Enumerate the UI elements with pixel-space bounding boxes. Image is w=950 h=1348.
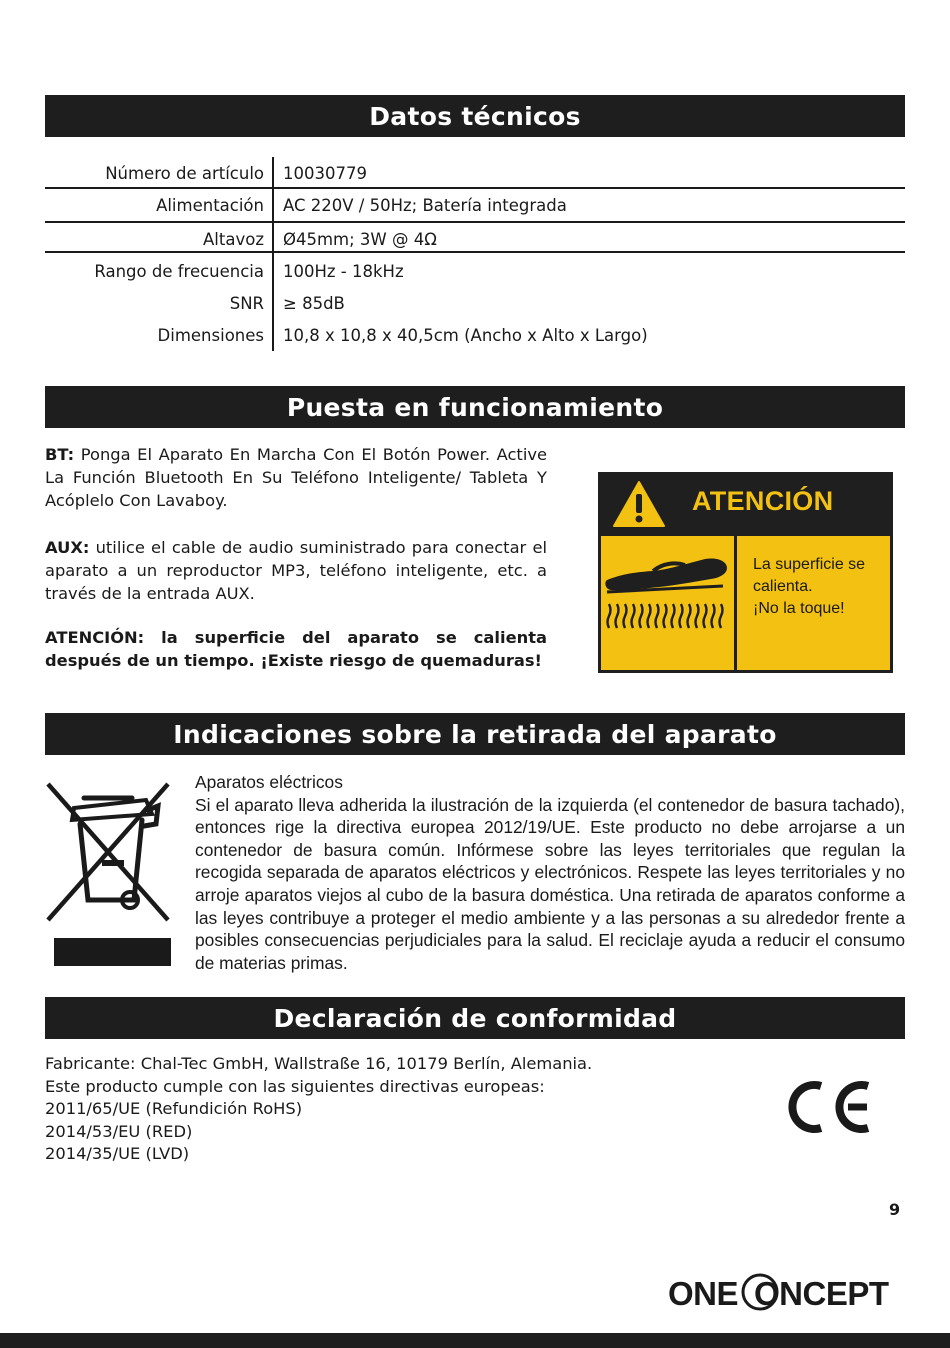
disposal-heading: Aparatos eléctricos xyxy=(195,772,343,792)
warning-line: calienta. xyxy=(753,578,813,595)
weee-bin-icon xyxy=(44,780,174,968)
spec-label: Altavoz xyxy=(203,229,264,249)
conformity-line: 2014/53/EU (RED) xyxy=(45,1121,193,1141)
spec-separator xyxy=(45,187,905,189)
spec-row xyxy=(45,319,905,351)
conformity-text xyxy=(45,1053,592,1166)
page-number: 9 xyxy=(889,1200,901,1219)
aux-label: AUX: xyxy=(45,538,90,557)
spec-label: Rango de frecuencia xyxy=(94,261,264,281)
section-title-disposal: Indicaciones sobre la retirada del aparato xyxy=(45,713,905,755)
footer-bar xyxy=(0,1333,950,1348)
warning-sign-title: ATENCIÓN xyxy=(692,486,834,516)
aux-text: utilice el cable de audio suministrado para conectar el aparato a un reproductor MP3, teléfono inteligente, etc. a través de la entrada AUX. xyxy=(45,538,547,603)
warning-line: La superficie se xyxy=(753,556,866,573)
ce-mark-icon xyxy=(788,1078,872,1136)
brand-logo xyxy=(668,1272,900,1322)
bt-text: Ponga El Aparato En Marcha Con El Botón Power. Active La Función Bluetooth En Su Teléfono Inteligente/ Tableta Y Acóplelo Con Lavaboy. xyxy=(45,445,547,510)
spec-row xyxy=(45,255,905,287)
heat-warning-text: ATENCIÓN: la superficie del aparato se calienta después de un tiempo. ¡Existe riesgo de quemaduras! xyxy=(45,628,547,670)
svg-text:ONE: ONE xyxy=(668,1275,739,1312)
oneconcept-logo-icon xyxy=(668,1272,900,1314)
spec-value: 10030779 xyxy=(283,163,367,183)
section-title-tech: Datos técnicos xyxy=(45,95,905,137)
spec-label: Número de artículo xyxy=(105,163,264,183)
section-title-setup: Puesta en funcionamiento xyxy=(45,386,905,428)
warning-triangle-icon xyxy=(612,480,666,528)
aux-paragraph xyxy=(45,536,547,605)
spec-row xyxy=(45,157,905,189)
hot-surface-warning-sign xyxy=(598,472,893,673)
svg-text:ONCEPT: ONCEPT xyxy=(754,1275,889,1312)
conformity-line: 2014/35/UE (LVD) xyxy=(45,1144,190,1164)
conformity-line: Este producto cumple con las siguientes directivas europeas: xyxy=(45,1076,545,1096)
hot-surface-hand-icon xyxy=(601,536,734,670)
conformity-line: 2011/65/UE (Refundición RoHS) xyxy=(45,1099,303,1119)
bt-label: BT: xyxy=(45,445,75,464)
warning-line: ¡No la toque! xyxy=(753,600,845,617)
spec-label: Alimentación xyxy=(156,195,264,215)
warning-text-panel xyxy=(737,536,890,670)
spec-value: AC 220V / 50Hz; Batería integrada xyxy=(283,195,567,215)
spec-value: 10,8 x 10,8 x 40,5cm (Ancho x Alto x Largo) xyxy=(283,325,648,345)
spec-separator xyxy=(45,251,905,253)
spec-value: Ø45mm; 3W @ 4Ω xyxy=(283,229,437,249)
spec-label: SNR xyxy=(229,293,264,313)
disposal-text-block xyxy=(195,771,905,974)
hot-surface-panel xyxy=(601,536,734,670)
disposal-body: Si el aparato lleva adherida la ilustración de la izquierda (el contenedor de basura tachado), entonces rige la directiva europea 2012/19/UE. Este producto no debe arrojarse a un contenedor de basura común. Infórmese sobre las leyes territoriales que regulan la recogida separada de aparatos eléctricos y electrónicos. Respete las leyes territoriales y no arroje aparatos viejos al cubo de la basura doméstica. Una retirada de aparatos conforme a las leyes contribuye a proteger el medio ambiente y a las personas a su alrededor frente a posibles consecuencias perjudiciales para la salud. El reciclaje ayuda a reducir el consumo de materias primas. xyxy=(195,794,905,973)
spec-row xyxy=(45,189,905,223)
conformity-line: Fabricante: Chal-Tec GmbH, Wallstraße 16, 10179 Berlín, Alemania. xyxy=(45,1054,593,1073)
spec-value: ≥ 85dB xyxy=(283,293,345,313)
spec-label: Dimensiones xyxy=(157,325,264,345)
bt-paragraph xyxy=(45,443,547,512)
spec-value: 100Hz - 18kHz xyxy=(283,261,404,281)
warning-message xyxy=(753,554,865,620)
spec-row xyxy=(45,287,905,319)
section-title-conformity: Declaración de conformidad xyxy=(45,997,905,1039)
